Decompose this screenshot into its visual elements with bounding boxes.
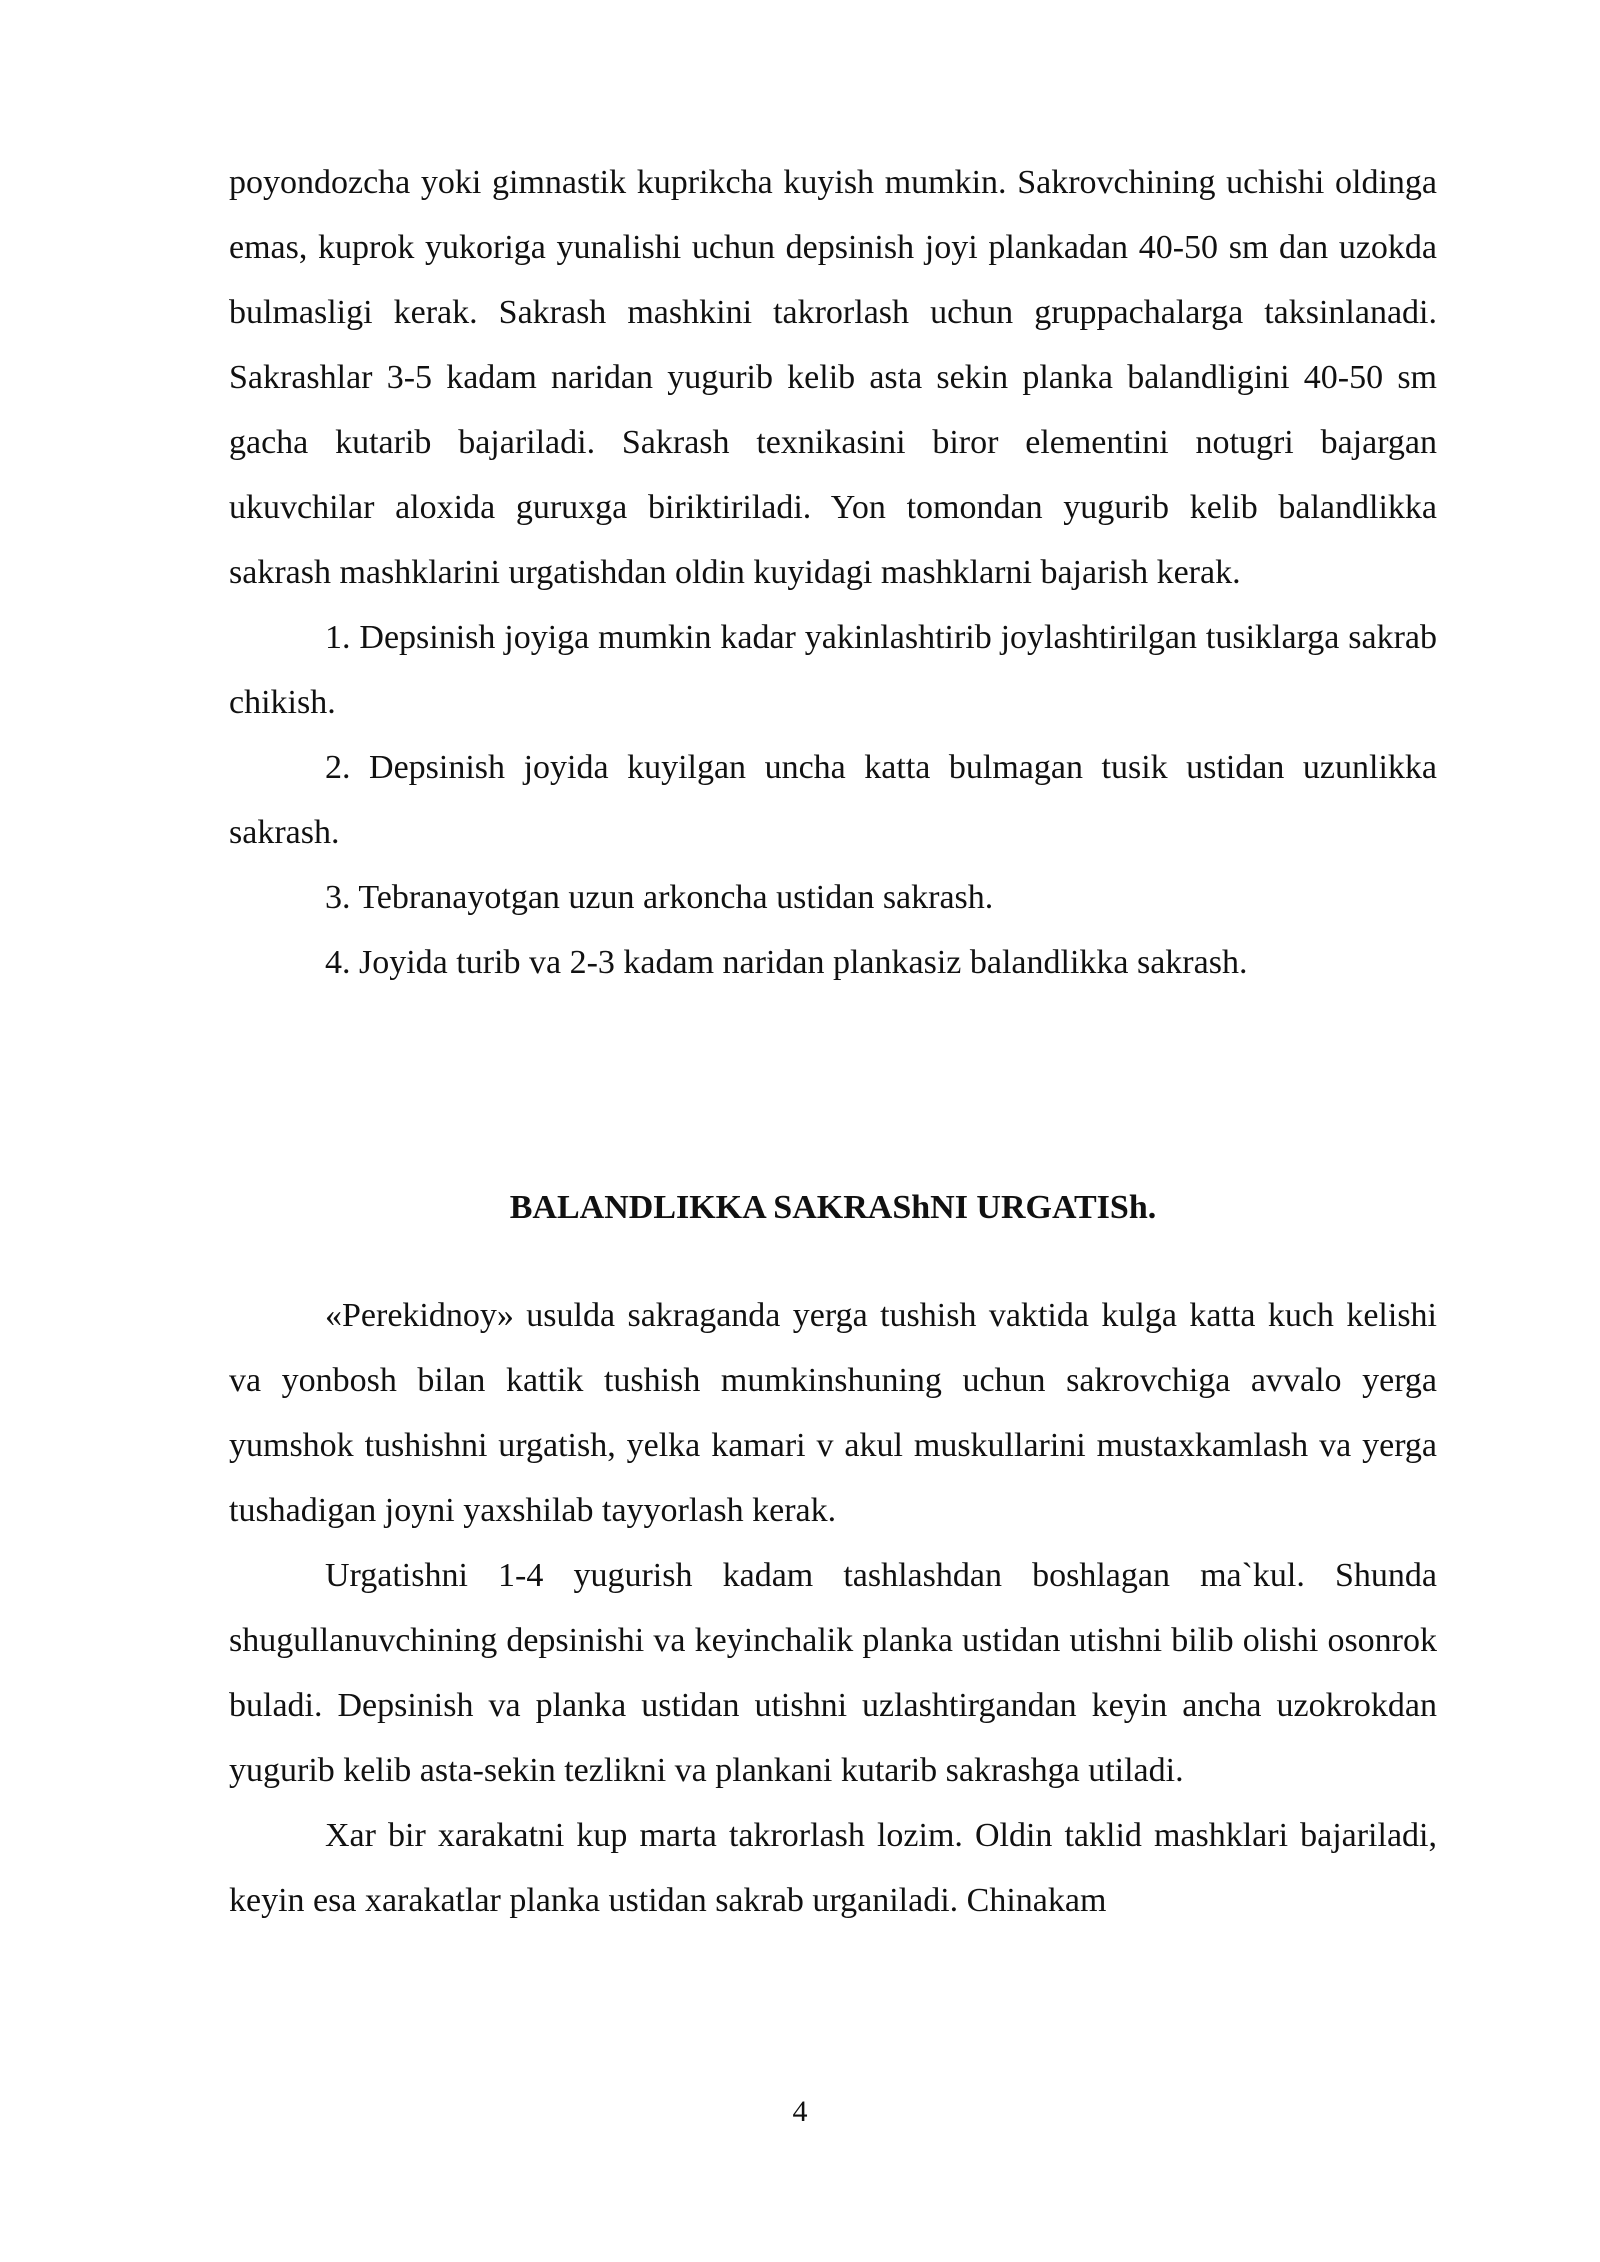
- paragraph-urgatish: Urgatishni 1-4 yugurish kadam tashlashdan boshlagan ma`kul. Shunda shugullanuvchining depsinishi va keyinchalik planka ustidan utishni bilib olishi osonrok buladi. Depsinish va planka ustidan utishni uzlashtirgandan keyin ancha uzokrokdan yugurib kelib asta-sekin tezlikni va plankani kutarib sakrashga utiladi.: [229, 1557, 1437, 1789]
- list-item-4: 4. Joyida turib va 2-3 kadam naridan plankasiz balandlikka sakrash.: [325, 944, 1248, 981]
- page-content: [229, 150, 1437, 1933]
- list-item-2: 2. Depsinish joyida kuyilgan uncha katta bulmagan tusik ustidan uzunlikka sakrash.: [229, 749, 1437, 851]
- paragraph-continuation: poyondozcha yoki gimnastik kuprikcha kuyish mumkin. Sakrovchining uchishi oldinga emas, kuprok yukoriga yunalishi uchun depsinish joyi plankadan 40-50 sm dan uzokda bulmasligi kerak. Sakrash mashkini takrorlash uchun gruppachalarga taksinlanadi. Sakrashlar 3-5 kadam naridan yugurib kelib asta sekin planka balandligini 40-50 sm gacha kutarib bajariladi. Sakrash texnikasini biror elementini notugri bajargan ukuvchilar aloxida guruxga biriktiriladi. Yon tomondan yugurib kelib balandlikka sakrash mashklarini urgatishdan oldin kuyidagi mashklarni bajarish kerak.: [229, 164, 1437, 591]
- list-item-3: 3. Tebranayotgan uzun arkoncha ustidan sakrash.: [325, 879, 994, 916]
- list-item-1: 1. Depsinish joyiga mumkin kadar yakinlashtirib joylashtirilgan tusiklarga sakrab chikish.: [229, 619, 1437, 721]
- paragraph-xarakat: Xar bir xarakatni kup marta takrorlash lozim. Oldin taklid mashklari bajariladi, keyin esa xarakatlar planka ustidan sakrab urganiladi. Chinakam: [229, 1817, 1437, 1919]
- section-heading: BALANDLIKKA SAKRAShNI URGATISh.: [509, 1189, 1157, 1226]
- page-number: 4: [792, 2095, 808, 2128]
- paragraph-perekidnoy: «Perekidnoy» usulda sakraganda yerga tushish vaktida kulga katta kuch kelishi va yonbosh bilan kattik tushish mumkinshuning uchun sakrovchiga avvalo yerga yumshok tushishni urgatish, yelka kamari v akul muskullarini mustaxkamlash va yerga tushadigan joyni yaxshilab tayyorlash kerak.: [229, 1297, 1437, 1529]
